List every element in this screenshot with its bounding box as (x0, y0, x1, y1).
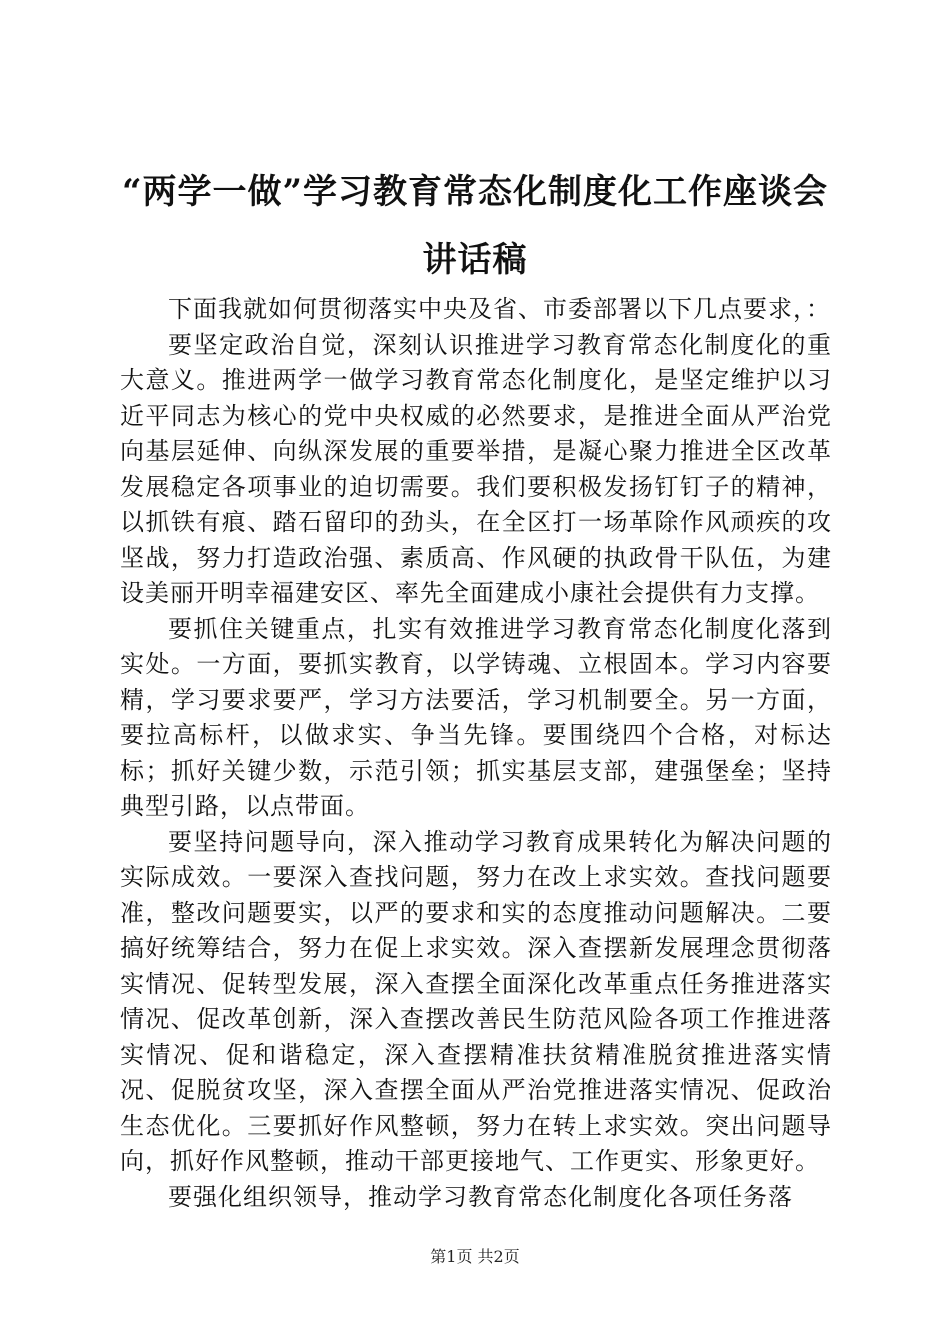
paragraph: 要坚定政治自觉，深刻认识推进学习教育常态化制度化的重大意义。推进两学一做学习教育常态化制度化，是坚定维护以习近平同志为核心的党中央权威的必然要求，是推进全面从严治党向基层延伸、向纵深发展的重要举措，是凝心聚力推进全区改革发展稳定各项事业的迫切需要。我们要积极发扬钉钉子的精神，以抓铁有痕、踏石留印的劲头，在全区打一场革除作风顽疾的攻坚战，努力打造政治强、素质高、作风硬的执政骨干队伍，为建设美丽开明幸福建安区、率先全面建成小康社会提供有力支撑。 (120, 330, 832, 607)
paragraph: 下面我就如何贯彻落实中央及省、市委部署以下几点要求，： (168, 295, 831, 323)
document-body (120, 292, 832, 1215)
document-title: “两学一做”学习教育常态化制度化工作座谈会讲话稿 (121, 172, 829, 280)
paragraph: 要抓住关键重点，扎实有效推进学习教育常态化制度化落到实处。一方面，要抓实教育，以学铸魂、立根固本。学习内容要精，学习要求要严，学习方法要活，学习机制要全。另一方面，要拉高标杆，以做求实、争当先锋。要围绕四个合格，对标达标；抓好关键少数，示范引领；抓实基层支部，建强堡垒；坚持典型引路，以点带面。 (120, 614, 832, 820)
paragraph: 要坚持问题导向，深入推动学习教育成果转化为解决问题的实际成效。一要深入查找问题，努力在改上求实效。查找问题要准，整改问题要实，以严的要求和实的态度推动问题解决。二要搞好统筹结合，努力在促上求实效。深入查摆新发展理念贯彻落实情况、促转型发展，深入查摆全面深化改革重点任务推进落实情况、促改革创新，深入查摆改善民生防范风险各项工作推进落实情况、促和谐稳定，深入查摆精准扶贫精准脱贫推进落实情况、促脱贫攻坚，深入查摆全面从严治党推进落实情况、促政治生态优化。三要抓好作风整顿，努力在转上求实效。突出问题导向，抓好作风整顿，推动干部更接地气、工作更实、形象更好。 (120, 827, 832, 1175)
paragraph: 要强化组织领导，推动学习教育常态化制度化各项任务落 (168, 1182, 793, 1211)
page-number-footer: 第1页 共2页 (430, 1247, 520, 1266)
